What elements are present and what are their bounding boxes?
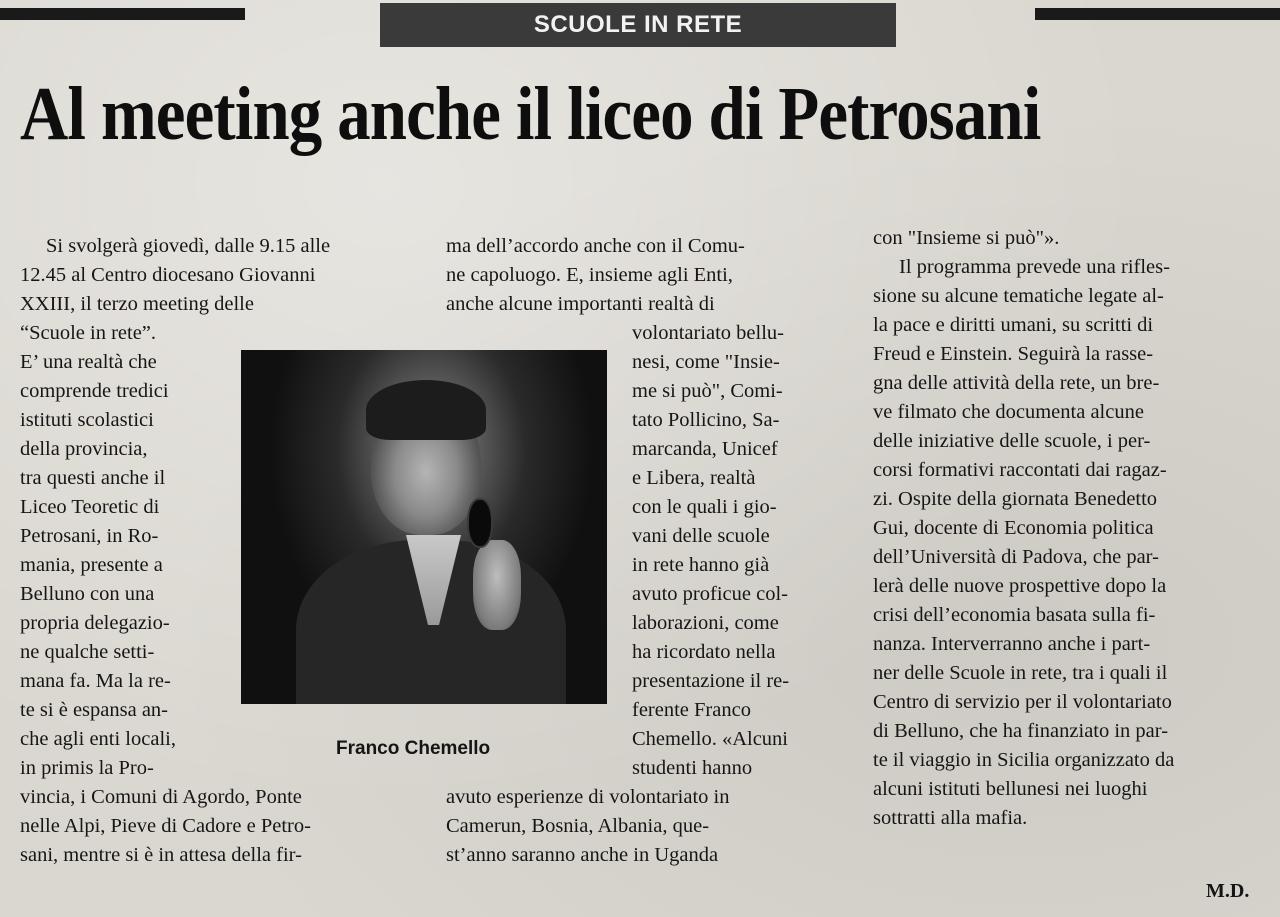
text-line: Belluno con una — [20, 583, 155, 605]
text-line: gna delle attività della rete, un bre- — [873, 372, 1160, 394]
text-line: nesi, come "Insie- — [632, 351, 780, 373]
text-line: Petrosani, in Ro- — [20, 525, 159, 547]
text-line: delle iniziative delle scuole, i per- — [873, 430, 1151, 452]
text-line: presentazione il re- — [632, 670, 790, 692]
text-line: alcuni istituti bellunesi nei luoghi — [873, 778, 1148, 800]
photo-caption: Franco Chemello — [336, 738, 491, 759]
text-line: E’ una realtà che — [20, 351, 157, 373]
text-line: me si può", Comi- — [632, 380, 783, 402]
headline: Al meeting anche il liceo di Petrosani — [20, 72, 1041, 156]
author-signature: M.D. — [1206, 880, 1250, 902]
text-line: avuto esperienze di volontariato in — [446, 786, 730, 808]
text-line: comprende tredici — [20, 380, 169, 402]
text-line: mana fa. Ma la re- — [20, 670, 171, 692]
text-line: nelle Alpi, Pieve di Cadore e Petro- — [20, 815, 311, 837]
text-line: sione su alcune tematiche legate al- — [873, 285, 1164, 307]
text-line: di Belluno, che ha finanziato in par- — [873, 720, 1169, 742]
text-line: con le quali i gio- — [632, 496, 777, 518]
text-line: Il programma prevede una rifles- — [899, 256, 1170, 278]
text-line: ne qualche setti- — [20, 641, 155, 663]
microphone-icon — [469, 500, 491, 546]
text-line: volontariato bellu- — [632, 322, 784, 344]
text-line: ma dell’accordo anche con il Comu- — [446, 235, 745, 257]
text-line: 12.45 al Centro diocesano Giovanni — [20, 264, 316, 286]
text-line: ner delle Scuole in rete, tra i quali il — [873, 662, 1168, 684]
text-line: marcanda, Unicef — [632, 438, 778, 460]
text-line: Freud e Einstein. Seguirà la rasse- — [873, 343, 1154, 365]
text-line: vincia, i Comuni di Agordo, Ponte — [20, 786, 302, 808]
text-line: Camerun, Bosnia, Albania, que- — [446, 815, 710, 837]
text-line: ne capoluogo. E, insieme agli Enti, — [446, 264, 733, 286]
text-line: anche alcune importanti realtà di — [446, 293, 715, 315]
portrait-photo — [241, 350, 607, 704]
text-line: con "Insieme si può"». — [873, 227, 1060, 249]
text-line: vani delle scuole — [632, 525, 770, 547]
text-line: ve filmato che documenta alcune — [873, 401, 1144, 423]
text-line: st’anno saranno anche in Uganda — [446, 844, 719, 866]
text-line: propria delegazio- — [20, 612, 170, 634]
text-line: ferente Franco — [632, 699, 751, 721]
text-line: Centro di servizio per il volontariato — [873, 691, 1172, 713]
photo-hair-shape — [366, 380, 486, 440]
article-column-3 — [873, 224, 1268, 833]
text-line: te si è espansa an- — [20, 699, 168, 721]
text-line: della provincia, — [20, 438, 148, 460]
text-line: e Libera, realtà — [632, 467, 756, 489]
text-line: che agli enti locali, — [20, 728, 176, 750]
text-line: sottratti alla mafia. — [873, 807, 1028, 829]
text-line: Si svolgerà giovedì, dalle 9.15 alle — [46, 235, 331, 257]
text-line: sani, mentre si è in attesa della fir- — [20, 844, 302, 866]
text-line: in rete hanno già — [632, 554, 770, 576]
text-line: lerà delle nuove prospettive dopo la — [873, 575, 1167, 597]
text-line: Liceo Teoretic di — [20, 496, 160, 518]
top-rule-right — [1035, 8, 1280, 20]
text-line: laborazioni, come — [632, 612, 779, 634]
text-line: tato Pollicino, Sa- — [632, 409, 780, 431]
top-rule-left — [0, 8, 245, 20]
text-line: in primis la Pro- — [20, 757, 154, 779]
text-line: nanza. Interverranno anche i part- — [873, 633, 1151, 655]
text-line: Gui, docente di Economia politica — [873, 517, 1154, 539]
photo-hand-shape — [473, 540, 521, 630]
text-line: tra questi anche il — [20, 467, 166, 489]
text-line: ha ricordato nella — [632, 641, 776, 663]
text-line: avuto proficue col- — [632, 583, 788, 605]
text-line: studenti hanno — [632, 757, 753, 779]
section-kicker: SCUOLE IN RETE — [380, 3, 896, 47]
text-line: mania, presente a — [20, 554, 163, 576]
text-line: istituti scolastici — [20, 409, 154, 431]
text-line: dell’Università di Padova, che par- — [873, 546, 1159, 568]
text-line: “Scuole in rete”. — [20, 322, 157, 344]
text-line: la pace e diritti umani, su scritti di — [873, 314, 1154, 336]
text-line: te il viaggio in Sicilia organizzato da — [873, 749, 1175, 771]
text-line: XXIII, il terzo meeting delle — [20, 293, 254, 315]
text-line: zi. Ospite della giornata Benedetto — [873, 488, 1158, 510]
text-line: corsi formativi raccontati dai ragaz- — [873, 459, 1167, 481]
text-line: Chemello. «Alcuni — [632, 728, 789, 750]
text-line: crisi dell’economia basata sulla fi- — [873, 604, 1156, 626]
